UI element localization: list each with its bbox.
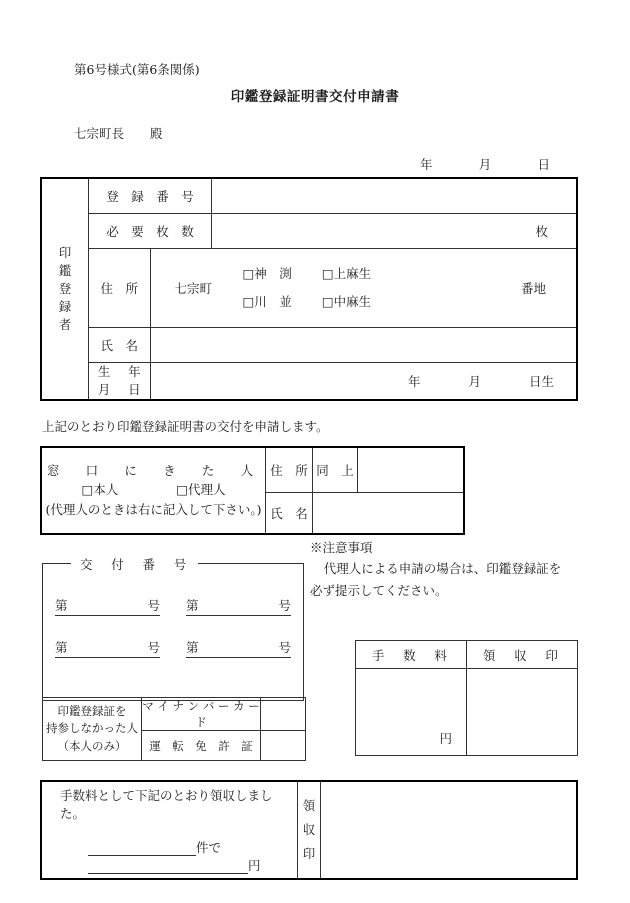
table-row [41, 178, 577, 214]
registrant-side-label [41, 178, 89, 400]
birthdate-label-char: 日 [128, 381, 141, 397]
copies-needed-field[interactable] [212, 214, 578, 249]
no-registration-card-table [42, 697, 306, 761]
birthdate-field[interactable] [150, 363, 577, 401]
issue-suffix: 号 [147, 640, 160, 655]
issue-number-group [42, 557, 304, 701]
side-label-char: 録 [58, 299, 72, 315]
side-label-char: 者 [58, 317, 72, 333]
nocard-label-line: 持参しなかった人 [46, 721, 138, 736]
visitor-address-field[interactable] [358, 447, 465, 493]
date-year-label: 年 [420, 157, 433, 172]
table-row [356, 641, 578, 669]
receipt-amount-unit: 円 [248, 858, 261, 873]
notes-title: ※注意事項 [310, 540, 373, 555]
issue-suffix: 号 [278, 598, 291, 613]
fee-column-header: 手 数 料 [356, 641, 467, 669]
birthdate-label-char: 年 [128, 363, 141, 379]
side-label-char: 登 [58, 280, 72, 296]
visitor-heading: 窓 口 に き た 人 [46, 462, 261, 478]
receipt-count-unit: 件で [196, 840, 222, 855]
registrant-table [40, 177, 578, 401]
visitor-address-label: 住 所 [266, 447, 313, 493]
receipt-text-cell [41, 781, 298, 879]
issue-suffix: 号 [278, 640, 291, 655]
nocard-label-line: 印鑑登録証を [57, 704, 127, 719]
addressee-honorific: 殿 [150, 126, 163, 141]
issue-prefix: 第 [55, 598, 68, 613]
issue-number-field[interactable] [186, 638, 291, 658]
drivers-license-field[interactable] [261, 731, 306, 761]
visitor-heading-cell [41, 447, 266, 534]
addressee-name: 七宗町長 [74, 126, 125, 141]
name-label: 氏 名 [89, 328, 151, 363]
table-row [43, 698, 306, 731]
application-sentence: 上記のとおり印鑑登録証明書の交付を申請します。 [42, 419, 329, 434]
visitor-address-same: 同 上 [313, 447, 358, 493]
registration-number-field[interactable] [212, 178, 578, 214]
stamp-label-char: 印 [302, 845, 316, 861]
fee-amount-field[interactable] [356, 669, 467, 756]
receipt-stamp-column-header: 領 収 印 [467, 641, 578, 669]
table-row [41, 249, 577, 328]
issue-number-field[interactable] [55, 638, 160, 658]
table-row [41, 214, 577, 249]
page-title: 印鑑登録証明書交付申請書 [230, 89, 400, 105]
issue-prefix: 第 [186, 598, 199, 613]
visitor-checkbox-self[interactable]: □本人 [81, 482, 119, 498]
table-row [41, 363, 577, 401]
stamp-label-char: 領 [302, 798, 316, 814]
receipt-count-blank[interactable] [88, 842, 196, 856]
date-day-label: 日 [537, 157, 550, 172]
addressee-line [74, 124, 163, 142]
receipt-amount-line [60, 838, 297, 874]
birthdate-year-label: 年 [407, 374, 421, 389]
mynumber-card-field[interactable] [261, 698, 306, 731]
receipt-table [40, 780, 578, 880]
issue-prefix: 第 [55, 640, 68, 655]
receipt-stamp-area[interactable] [321, 781, 578, 879]
date-line [420, 155, 550, 173]
visitor-note: (代理人のときは右に記入して下さい。) [45, 501, 262, 517]
birthdate-month-label: 月 [468, 374, 481, 389]
drivers-license-label: 運 転 免 許 証 [142, 731, 261, 761]
side-label-char: 印 [58, 244, 72, 260]
issue-number-legend: 交 付 番 号 [71, 555, 198, 573]
copies-unit: 枚 [535, 224, 548, 239]
issue-suffix: 号 [147, 598, 160, 613]
issue-number-row [55, 596, 291, 616]
nocard-label-cell [43, 698, 142, 761]
notes-body: 代理人による申請の場合は、印鑑登録証を必ず提示してください。 [310, 561, 562, 598]
table-row [41, 447, 464, 493]
date-month-label: 月 [478, 157, 492, 172]
registration-number-label: 登 録 番 号 [89, 178, 212, 214]
receipt-amount-blank[interactable] [88, 860, 248, 874]
birthdate-label-char: 月 [97, 381, 111, 397]
birthdate-label [89, 363, 151, 401]
visitor-name-field[interactable] [313, 493, 465, 535]
visitor-name-label: 氏 名 [266, 493, 313, 535]
receipt-stamp-label [298, 781, 321, 879]
address-town: 七宗町 [174, 281, 213, 296]
side-label-char: 鑑 [58, 262, 72, 278]
fee-stamp-field[interactable] [467, 669, 578, 756]
visitor-table [40, 446, 465, 535]
table-row [41, 781, 577, 879]
fee-table [355, 640, 578, 756]
address-checkbox-kamibuchi[interactable]: □神 渕 [242, 265, 292, 281]
copies-needed-label: 必 要 枚 数 [89, 214, 212, 249]
nocard-label-line: （本人のみ） [57, 738, 127, 753]
table-row [41, 328, 577, 363]
issue-number-field[interactable] [55, 596, 160, 616]
issue-number-field[interactable] [186, 596, 291, 616]
stamp-label-char: 収 [302, 822, 316, 838]
birthdate-day-label: 日生 [528, 374, 554, 389]
address-checkbox-group [243, 260, 372, 316]
address-field[interactable] [150, 249, 577, 328]
address-checkbox-kawanami[interactable]: □川 並 [242, 294, 292, 309]
form-code: 第6号様式(第6条関係) [74, 62, 200, 77]
address-banchi-suffix: 番地 [520, 281, 546, 296]
visitor-checkbox-agent[interactable]: □代理人 [176, 482, 226, 498]
table-row [356, 669, 578, 756]
fee-unit: 円 [439, 731, 452, 746]
issue-number-row [55, 638, 291, 658]
birthdate-label-char: 生 [97, 363, 111, 379]
address-label: 住 所 [89, 249, 151, 328]
receipt-sentence: 手数料として下記のとおり領収しました。 [60, 788, 273, 821]
name-field[interactable] [150, 328, 577, 363]
address-checkbox-kamiaso[interactable]: □上麻生 [321, 265, 372, 281]
address-checkbox-nakaaso[interactable]: □中麻生 [321, 294, 372, 309]
issue-prefix: 第 [186, 640, 199, 655]
mynumber-card-label: マ イ ナ ン バ ー カ ー ド [142, 699, 260, 729]
